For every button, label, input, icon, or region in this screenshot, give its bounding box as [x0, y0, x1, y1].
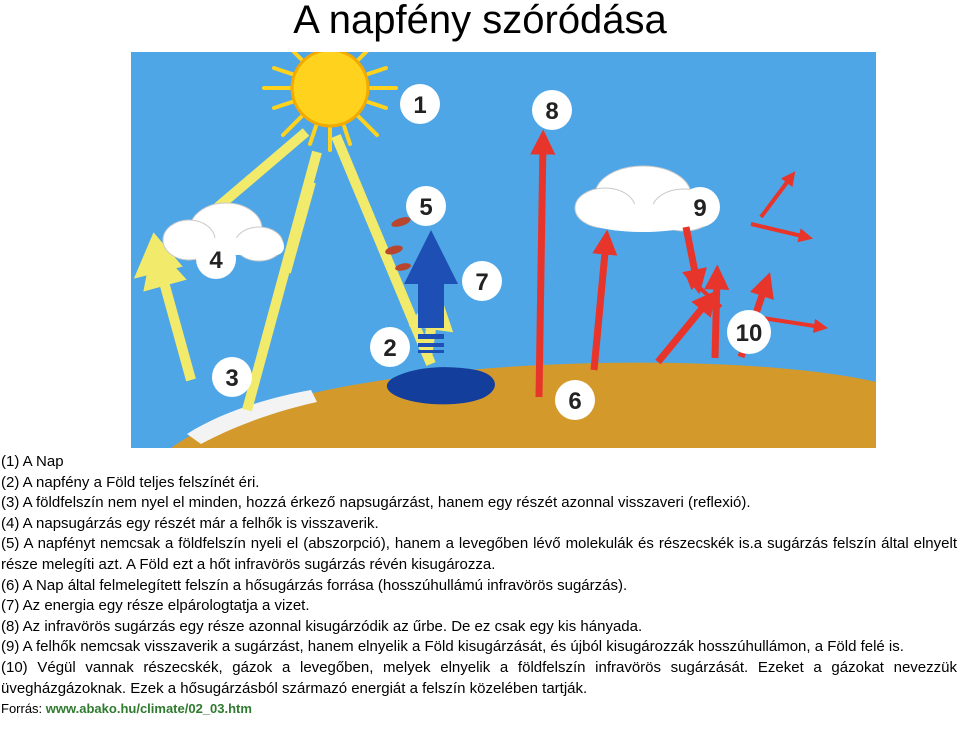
- note-item: (6) A Nap által felmelegített felszín a hősugárzás forrása (hosszúhullámú infravörös sugárzás).: [1, 576, 628, 594]
- marker-5: [406, 186, 446, 226]
- note-item: (10) Végül vannak részecskék, gázok a levegőben, melyek elnyelik a földfelszín infravörös sugárzását. Ezeket a gázokat nevezzük üvegházgázoknak. Ezek a hősugárzásból származó energiát a felszín közelében tartják.: [1, 658, 957, 697]
- svg-text:1: 1: [413, 92, 427, 119]
- svg-text:3: 3: [225, 365, 239, 392]
- marker-4: [196, 239, 236, 279]
- note-item: (2) A napfény a Föld teljes felszínét éri.: [1, 473, 260, 491]
- note-item: (3) A földfelszín nem nyel el minden, hozzá érkező napsugárzást, hanem egy részét azonnal visszaveri (reflexió).: [1, 494, 751, 512]
- page-title: A napfény szóródása: [293, 0, 667, 42]
- sunlight-diagram: [131, 52, 876, 448]
- svg-text:6: 6: [568, 388, 582, 415]
- marker-7: [462, 261, 502, 301]
- infrared-arrow: [539, 142, 543, 397]
- marker-10: [727, 310, 771, 354]
- marker-9: [680, 187, 720, 227]
- marker-8: [532, 90, 572, 130]
- svg-text:5: 5: [419, 194, 433, 221]
- note-item: (1) A Nap: [1, 453, 64, 470]
- svg-text:9: 9: [693, 195, 707, 222]
- marker-1: [400, 84, 440, 124]
- marker-2: [370, 327, 410, 367]
- note-item: (8) Az infravörös sugárzás egy része azonnal kisugárzódik az űrbe. De ez csak egy kis hányada.: [1, 617, 643, 635]
- note-item: (5) A napfényt nemcsak a földfelszín nyeli el (abszorpció), hanem a levegőben lévő molekulák és részecskék is.a sugárzás felszín által elnyelt része melegíti azt. A Föld ezt a hőt infravörös sugárzás révén kisugározza.: [1, 535, 957, 573]
- source-link[interactable]: www.abako.hu/climate/02_03.htm: [45, 701, 252, 717]
- note-item: (7) Az energia egy része elpárologtatja a vizet.: [1, 597, 310, 615]
- svg-text:8: 8: [545, 98, 559, 125]
- note-item: (4) A napsugárzás egy részét már a felhők is visszaverik.: [1, 514, 379, 532]
- svg-text:10: 10: [735, 320, 763, 347]
- infrared-arrow: [715, 277, 717, 358]
- svg-text:2: 2: [383, 335, 397, 362]
- marker-6: [555, 380, 595, 420]
- note-item: (9) A felhők nemcsak visszaverik a sugárzást, hanem elnyelik a Föld kisugárzását, és újból kisugározzák hosszúhullámon, a Föld felé is.: [1, 638, 904, 656]
- marker-3: [212, 357, 252, 397]
- svg-text:4: 4: [209, 247, 223, 274]
- source-line: [1, 700, 957, 717]
- svg-text:7: 7: [475, 269, 489, 296]
- explanation-list: [1, 452, 957, 717]
- source-label: Forrás:: [1, 701, 43, 717]
